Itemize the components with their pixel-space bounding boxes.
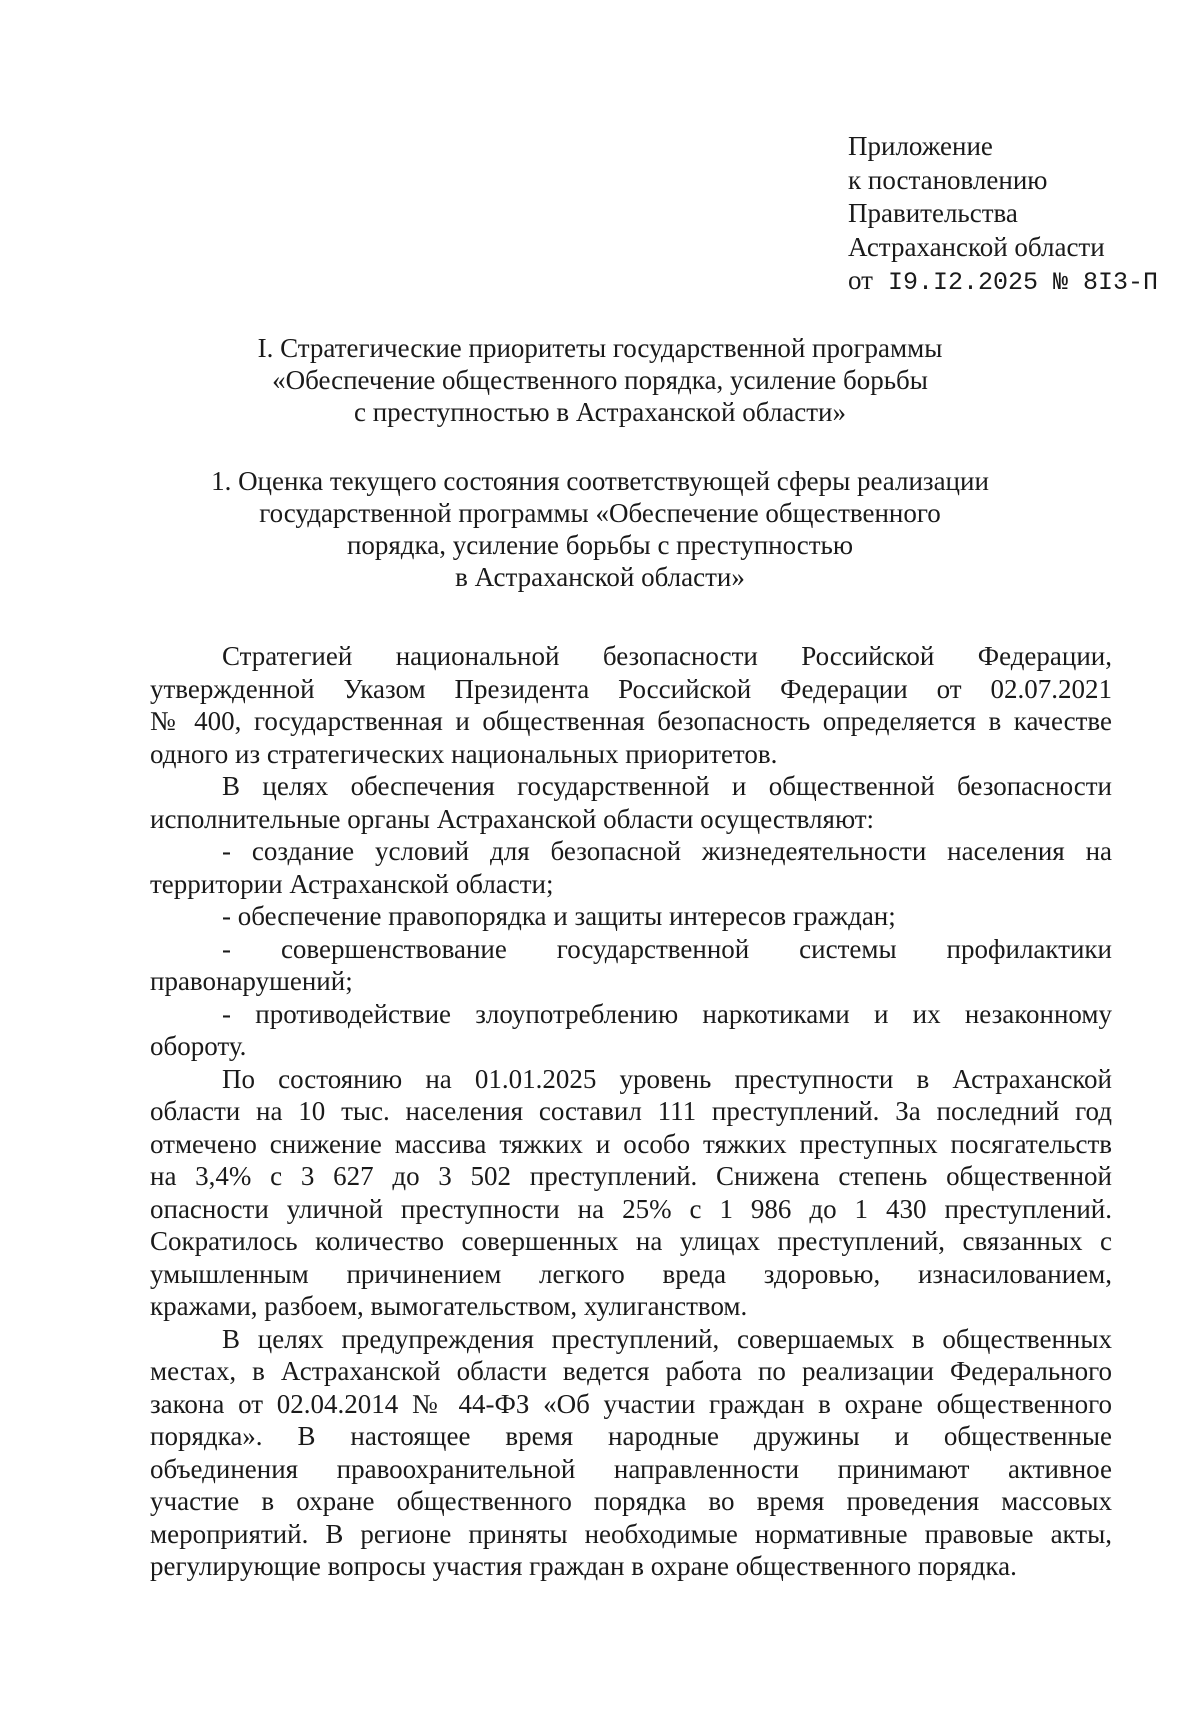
body-text [150,640,1112,1583]
heading-line: I. Стратегические приоритеты государственной программы [257,333,943,363]
body-line: мероприятий. В регионе приняты необходимые нормативные правовые акты, [150,1518,1112,1549]
appendix-block [848,130,1158,300]
appendix-date-value: I9.I2.2025 № 8I3-П [887,268,1159,297]
heading-line: государственной программы «Обеспечение общественного [259,498,941,528]
body-line: местах, в Астраханской области ведется работа по реализации Федерального [150,1356,1112,1386]
body-line: на 3,4% с 3 627 до 3 502 преступлений. Снижена степень общественной [150,1161,1112,1191]
body-line: объединения правоохранительной направленности принимают активное [150,1453,1112,1484]
body-line: исполнительные органы Астраханской области осуществляют: [150,803,875,834]
body-line: № 400, государственная и общественная безопасность определяется в качестве [150,706,1112,736]
appendix-line: Астраханской области [848,231,1105,262]
body-line: По состоянию на 01.01.2025 уровень преступности в Астраханской [222,1063,1112,1094]
body-line: обороту. [150,1031,247,1061]
heading-line: с преступностью в Астраханской области» [353,397,847,427]
body-line: - создание условий для безопасной жизнедеятельности населения на [222,836,1112,866]
body-line: отмечено снижение массива тяжких и особо тяжких преступных посягательств [150,1128,1112,1159]
body-line: Сократилось количество совершенных на улицах преступлений, связанных с [150,1226,1112,1256]
body-line: опасности уличной преступности на 25% с 1 986 до 1 430 преступлений. [150,1193,1112,1224]
body-line: - совершенствование государственной системы профилактики [222,933,1112,964]
section-heading [140,332,1060,428]
body-line: Стратегией национальной безопасности Российской Федерации, [222,641,1112,671]
appendix-line: к постановлению [848,164,1048,195]
heading-line: порядка, усиление борьбы с преступностью [346,530,854,560]
body-line: утвержденной Указом Президента Российской Федерации от 02.07.2021 [150,673,1112,704]
appendix-line: Правительства [848,198,1018,228]
body-line: одного из стратегических национальных приоритетов. [150,738,778,769]
appendix-line: Приложение [848,131,993,161]
body-line: правонарушений; [150,966,353,996]
body-line: кражами, разбоем, вымогательством, хулиганством. [150,1291,748,1321]
heading-line: 1. Оценка текущего состояния соответствующей сферы реализации [211,466,989,496]
body-line: порядка». В настоящее время народные дружины и общественные [150,1421,1112,1451]
appendix-date-prefix: от [848,265,873,295]
body-line: - обеспечение правопорядка и защиты интересов граждан; [222,901,896,931]
body-line: закона от 02.04.2014 № 44-ФЗ «Об участии граждан в охране общественного [150,1388,1112,1419]
appendix-date-line [848,264,1158,300]
heading-line: в Астраханской области» [455,562,745,592]
body-line: В целях предупреждения преступлений, совершаемых в общественных [222,1323,1112,1354]
body-line: В целях обеспечения государственной и общественной безопасности [222,771,1112,801]
subsection-heading [140,465,1060,593]
heading-line: «Обеспечение общественного порядка, усиление борьбы [272,365,928,395]
body-line: умышленным причинением легкого вреда здоровью, изнасилованием, [150,1258,1112,1289]
body-line: области на 10 тыс. населения составил 111 преступлений. За последний год [150,1096,1112,1126]
body-line: участие в охране общественного порядка во время проведения массовых [150,1486,1112,1516]
body-line: регулирующие вопросы участия граждан в охране общественного порядка. [150,1551,1017,1581]
body-line: территории Астраханской области; [150,868,554,899]
body-line: - противодействие злоупотреблению наркотиками и их незаконному [222,998,1112,1029]
